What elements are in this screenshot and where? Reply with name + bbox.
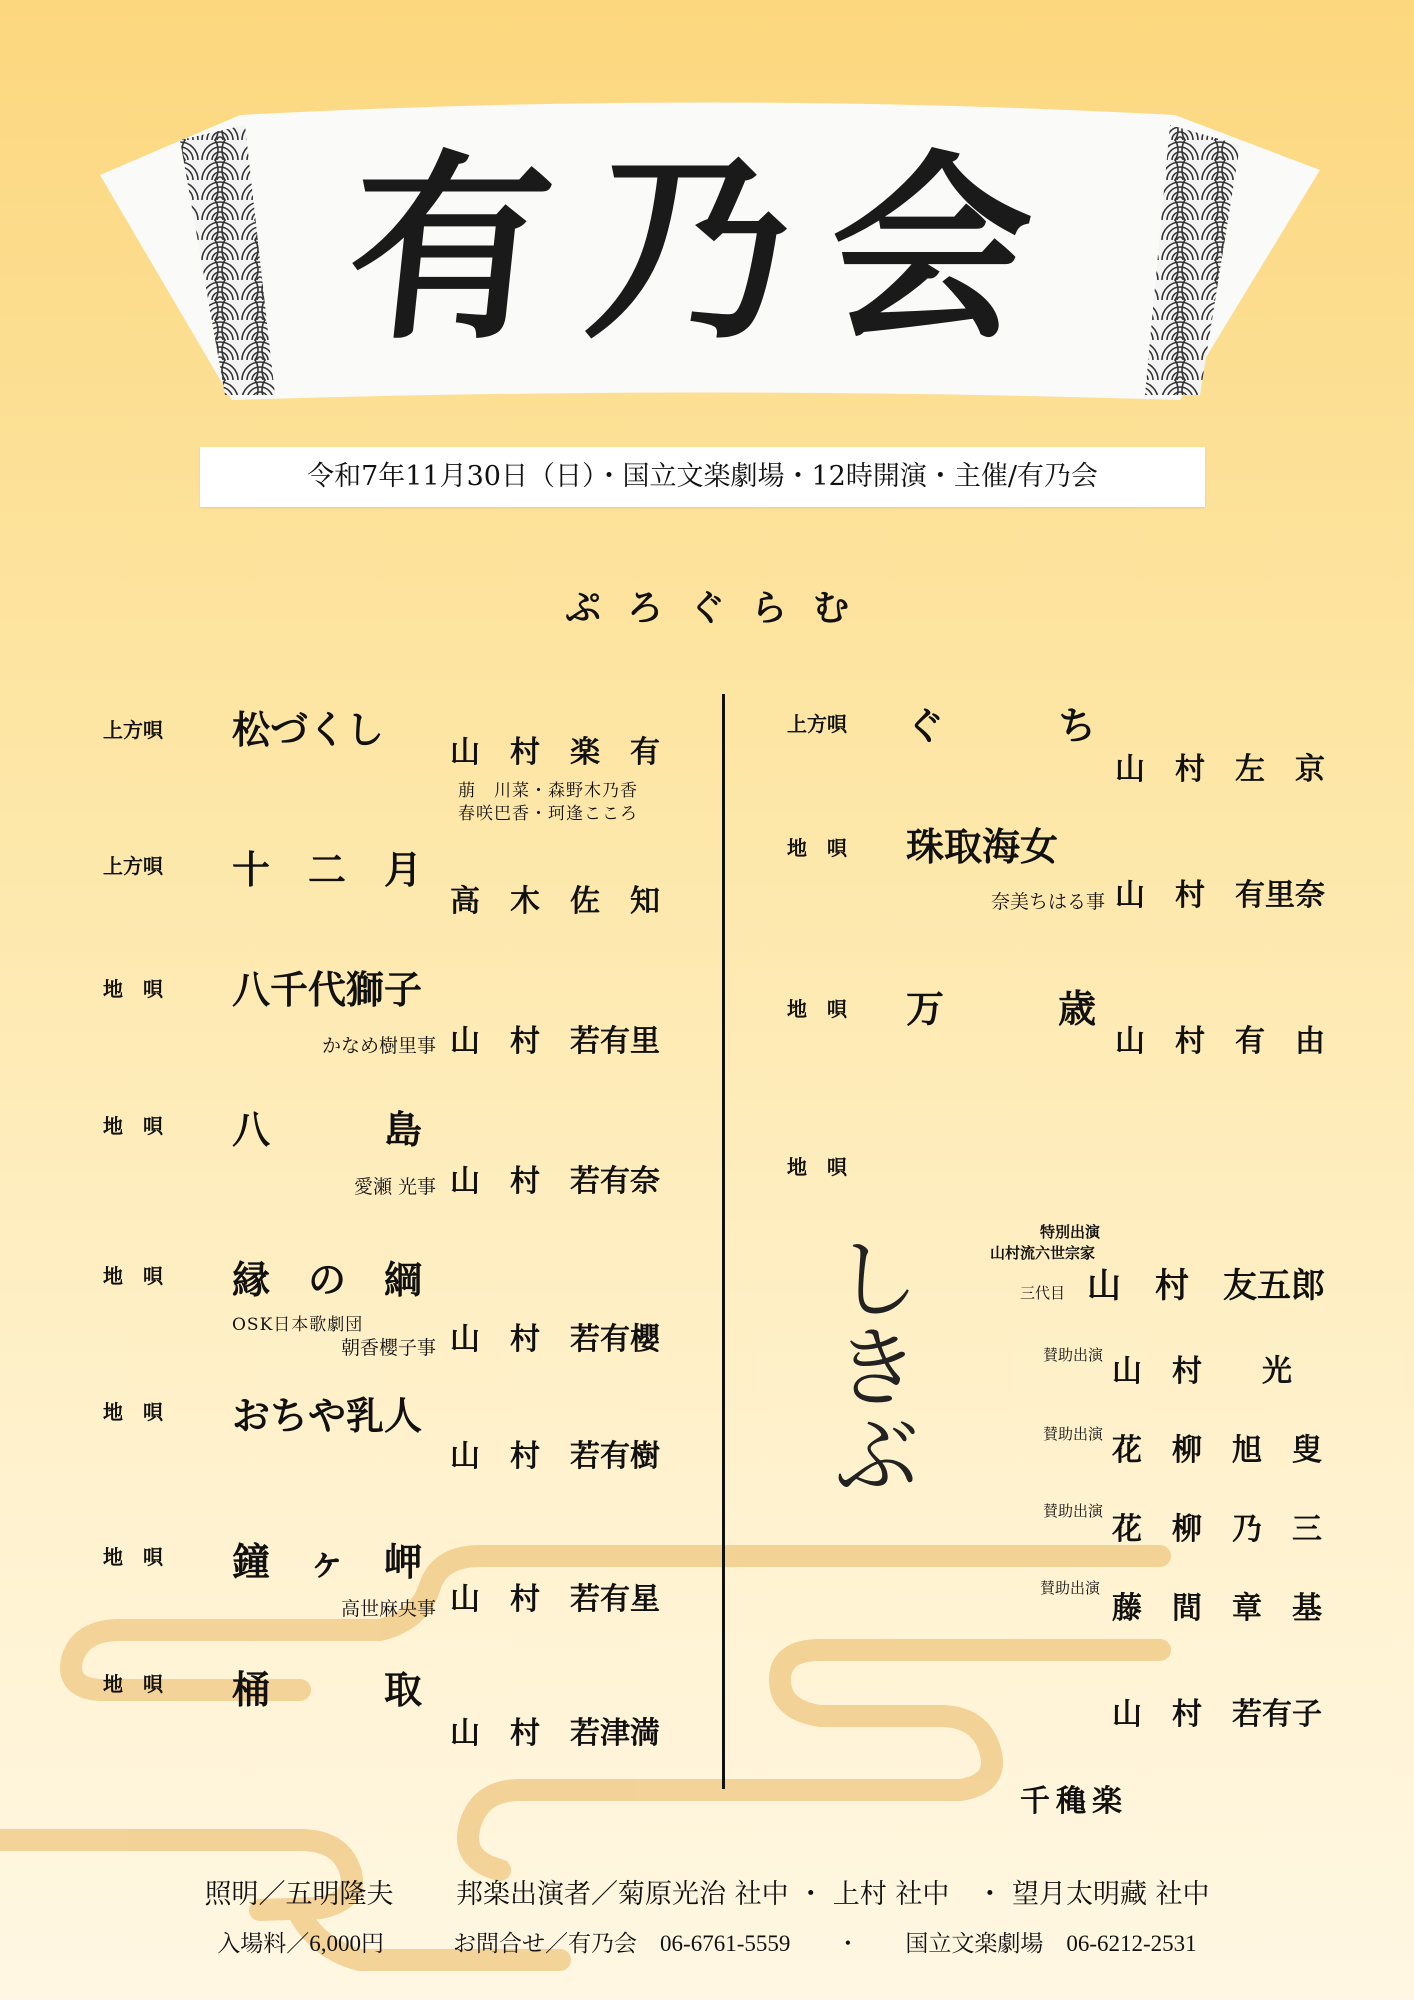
program-title: おちや乳人 [232, 1393, 423, 1438]
program-performer: 山 村 有里奈 [1115, 878, 1325, 913]
program-performer: 山 村 若有星 [450, 1582, 660, 1617]
generation-label: 三代目 [1020, 1284, 1066, 1302]
program-performer: 山 村 若有奈 [450, 1164, 660, 1199]
program-performer: 山 村 若有櫻 [450, 1322, 660, 1357]
program-title: 縁 の 綱 [232, 1257, 423, 1302]
supporting-performer: 花 柳 旭 叟 [1112, 1433, 1322, 1468]
program-genre: 地 唄 [787, 1155, 847, 1179]
main-performer: 山 村 友五郎 [1087, 1266, 1325, 1306]
event-info-bar: 令和7年11月30日（日）・国立文楽劇場・12時開演・主催/有乃会 [200, 447, 1205, 507]
program-note: 奈美ちはる事 [990, 891, 1105, 913]
program-note: 高世麻央事 [340, 1598, 436, 1620]
program-performer: 山 村 若有樹 [450, 1439, 660, 1474]
event-title-calligraphy: 有乃会 [337, 132, 1083, 367]
program-note: OSK日本歌劇団 [232, 1315, 364, 1335]
support-label: 賛助出演 [1040, 1579, 1101, 1597]
program-genre: 地 唄 [103, 1545, 163, 1569]
program-title: 鐘 ヶ 岬 [232, 1539, 423, 1584]
program-title: 珠取海女 [906, 824, 1059, 869]
program-title: 八 島 [232, 1107, 423, 1152]
support-label: 賛助出演 [1043, 1425, 1104, 1443]
program-title: 八千代獅子 [232, 967, 423, 1012]
program-performer: 山 村 有 由 [1115, 1024, 1325, 1059]
program-title: 万 歳 [906, 986, 1097, 1031]
supporting-performer: 藤 間 章 基 [1112, 1591, 1322, 1626]
program-performer: 山 村 若津満 [450, 1716, 660, 1751]
supporting-performer: 山 村 光 [1112, 1354, 1292, 1389]
program-genre: 地 唄 [103, 1400, 163, 1424]
program-title: 十 二 月 [232, 847, 423, 892]
column-divider [722, 694, 725, 1789]
supporting-performer: 花 柳 乃 三 [1112, 1512, 1322, 1547]
program-genre: 地 唄 [787, 836, 847, 860]
program-genre: 地 唄 [103, 1264, 163, 1288]
head-of-school-label: 山村流六世宗家 [990, 1244, 1096, 1262]
extra-performer: 山 村 若有子 [1112, 1697, 1322, 1732]
program-performer: 山 村 若有里 [450, 1024, 660, 1059]
finale-label: 千穐楽 [1020, 1784, 1128, 1819]
program-note: 春咲巴香・珂逢こころ [458, 804, 638, 824]
program-note: 萠 川菜・森野木乃香 [458, 781, 638, 801]
program-genre: 地 唄 [103, 1672, 163, 1696]
program-performer: 山 村 楽 有 [450, 735, 660, 770]
program-performer: 高 木 佐 知 [450, 884, 660, 919]
footer-staff-credits: 照明／五明隆夫 邦楽出演者／菊原光治 社中 ・ 上村 社中 ・ 望月太明藏 社中 [204, 1879, 1210, 1910]
special-appearance-label: 特別出演 [1040, 1223, 1101, 1241]
footer-contact-info: 入場料／6,000円 お問合せ／有乃会 06-6761-5559 ・ 国立文楽劇場 06-6212-2531 [217, 1931, 1197, 1956]
program-note: 朝香櫻子事 [340, 1337, 436, 1359]
program-note: かなめ樹里事 [321, 1035, 436, 1057]
program-genre: 上方唄 [103, 718, 163, 742]
program-title: 桶 取 [232, 1667, 423, 1712]
program-note: 愛瀬 光事 [353, 1176, 436, 1198]
program-genre: 地 唄 [787, 997, 847, 1021]
program-genre: 上方唄 [103, 854, 163, 878]
program-title: ぐ ち [906, 703, 1097, 748]
program-genre: 地 唄 [103, 977, 163, 1001]
support-label: 賛助出演 [1043, 1502, 1104, 1520]
program-title-calligraphy: しきぶ [819, 1233, 922, 1497]
support-label: 賛助出演 [1043, 1346, 1104, 1364]
program-genre: 地 唄 [103, 1114, 163, 1138]
program-title: 松づくし [232, 707, 385, 752]
program-genre: 上方唄 [787, 712, 847, 736]
program-heading: ぷろぐらむ [564, 587, 875, 629]
program-performer: 山 村 左 京 [1115, 752, 1325, 787]
